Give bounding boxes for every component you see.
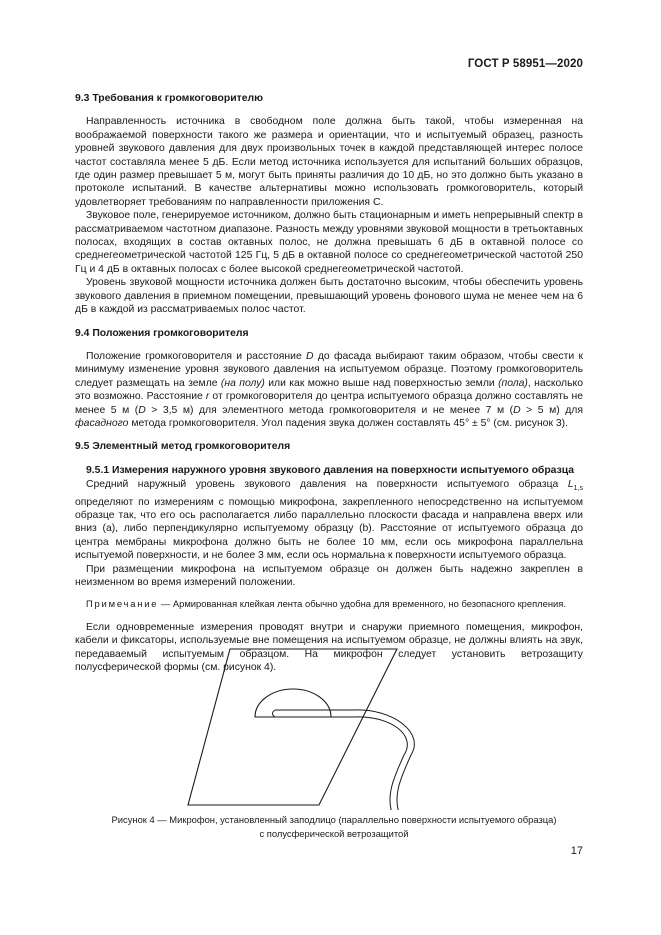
figure-4-caption [64, 813, 604, 840]
microphone-cable-inner [335, 717, 407, 810]
note: Примечание — Армированная клейкая лента обычно удобна для временного, но безопасного крепления. [86, 598, 566, 610]
section-9-5-heading: 9.5 Элементный метод громкоговорителя [75, 441, 291, 453]
note-text: Армированная клейкая лента обычно удобна для временного, но безопасного крепления. [172, 598, 566, 610]
test-specimen-plane [188, 649, 397, 805]
section-9-5-1-paragraph-1: Средний наружный уровень звукового давления на поверхности испытуемого образца $L_{1,s}$ определяют по измерениям с помощью микрофона, закрепленного непосредственно на испытуемом образце так, что его ось располагается либо параллельно плоскости фасада и направлена вверх или вниз (a), либо перпендикулярно испытуемому образцу (b). Расстояние от испытуемого образца до центра мембраны микрофона должно быть не более 10 мм, если ось микрофона параллельна испытуемой поверхности, и не более 3 мм, если ось нормальна к поверхности испытуемого образца. [75, 479, 583, 562]
section-9-3-paragraph-2: Звуковое поле, генерируемое источником, должно быть стационарным и иметь непрерывный спектр в рассматриваемом частотном диапазоне. Разность между уровнями звуковой мощности в третьоктавных полосах, входящих в состав октавных полос, не должна превышать 6 дБ в октавной полосе со среднегеометрической частотой 125 Гц, 5 дБ в октавной полосе со среднегеометрической частотой 250 Гц и 4 дБ в октавных полосах с более высокой среднегеометрической частотой. [75, 210, 583, 275]
standard-number: ГОСТ Р 58951—2020 [467, 58, 583, 70]
page-body [75, 92, 583, 675]
section-9-5-1-paragraph-2: При размещении микрофона на испытуемом образце он должен быть надежно закреплен в неизменном во время измерений положении. [75, 563, 583, 589]
section-9-3-paragraph-1: Направленность источника в свободном поле должна быть такой, чтобы измеренная на воображаемой поверхности такого же размера и ориентации, что и испытуемый образец, разность уровней звукового давления для двух произвольных точек в каждой представляющей интерес полосе частот составляла менее 5 дБ. Если метод источника используется для испытаний больших образцов, где один размер превышает 5 м, могут быть приняты различия до 10 дБ, но это должно быть указано в протоколе испытаний. В качестве альтернативы можно использовать громкоговоритель, который удовлетворяет требованиям по направленности приложения С. [75, 116, 583, 208]
microphone-cable-outer [335, 710, 414, 810]
section-9-5-1-paragraph-3: Если одновременные измерения проводят внутри и снаружи приемного помещения, микрофон, кабели и фиксаторы, используемые вне помещения на испытуемом образце, не должны влиять на звук, передаваемый испытуемым образцом. На микрофон следует установить ветрозащиту полусферической формы (см. рисунок 4). [75, 621, 583, 674]
section-9-3-heading: 9.3 Требования к громкоговорителю [75, 93, 263, 104]
section-9-3-paragraph-3: Уровень звуковой мощности источника должен быть достаточно высоким, чтобы обеспечить уровень звукового давления в приемном помещении, превышающий уровень фонового шума не менее чем на 6 дБ в каждой из рассматриваемых полос частот. [75, 277, 583, 316]
section-9-5-1-heading: 9.5.1 Измерения наружного уровня звукового давления на поверхности испытуемого образца [86, 464, 575, 476]
microphone-body [273, 710, 336, 717]
figure-caption-line-2: с полусферической ветрозащитой [259, 827, 409, 839]
figure-4-drawing [185, 645, 447, 810]
hemispherical-windscreen [255, 689, 331, 717]
section-9-4-heading: 9.4 Положения громкоговорителя [75, 327, 249, 339]
section-9-4-paragraph-1: Положение громкоговорителя и расстояние D до фасада выбирают таким образом, чтобы свести к минимуму изменение уровня звукового давления на испытуемом образце. Поэтому громкоговоритель следует размещать на земле (на полу) или как можно выше над поверхностью земли (пола), насколько это возможно. Расстояние r от громкоговорителя до центра испытуемого образца должно составлять не менее 5 м (D > 3,5 м) для элементного метода громкоговорителя и не менее 7 м (D > 5 м) для фасадного метода громкоговорителя. Угол падения звука должен составлять 45° ± 5° (см. рисунок 3). [75, 350, 583, 429]
note-label: Примечание [86, 598, 159, 610]
page-number: 17 [570, 845, 583, 857]
figure-caption-line-1: Рисунок 4 — Микрофон, установленный заподлицо (параллельно поверхности испытуемого образца) [111, 814, 557, 825]
